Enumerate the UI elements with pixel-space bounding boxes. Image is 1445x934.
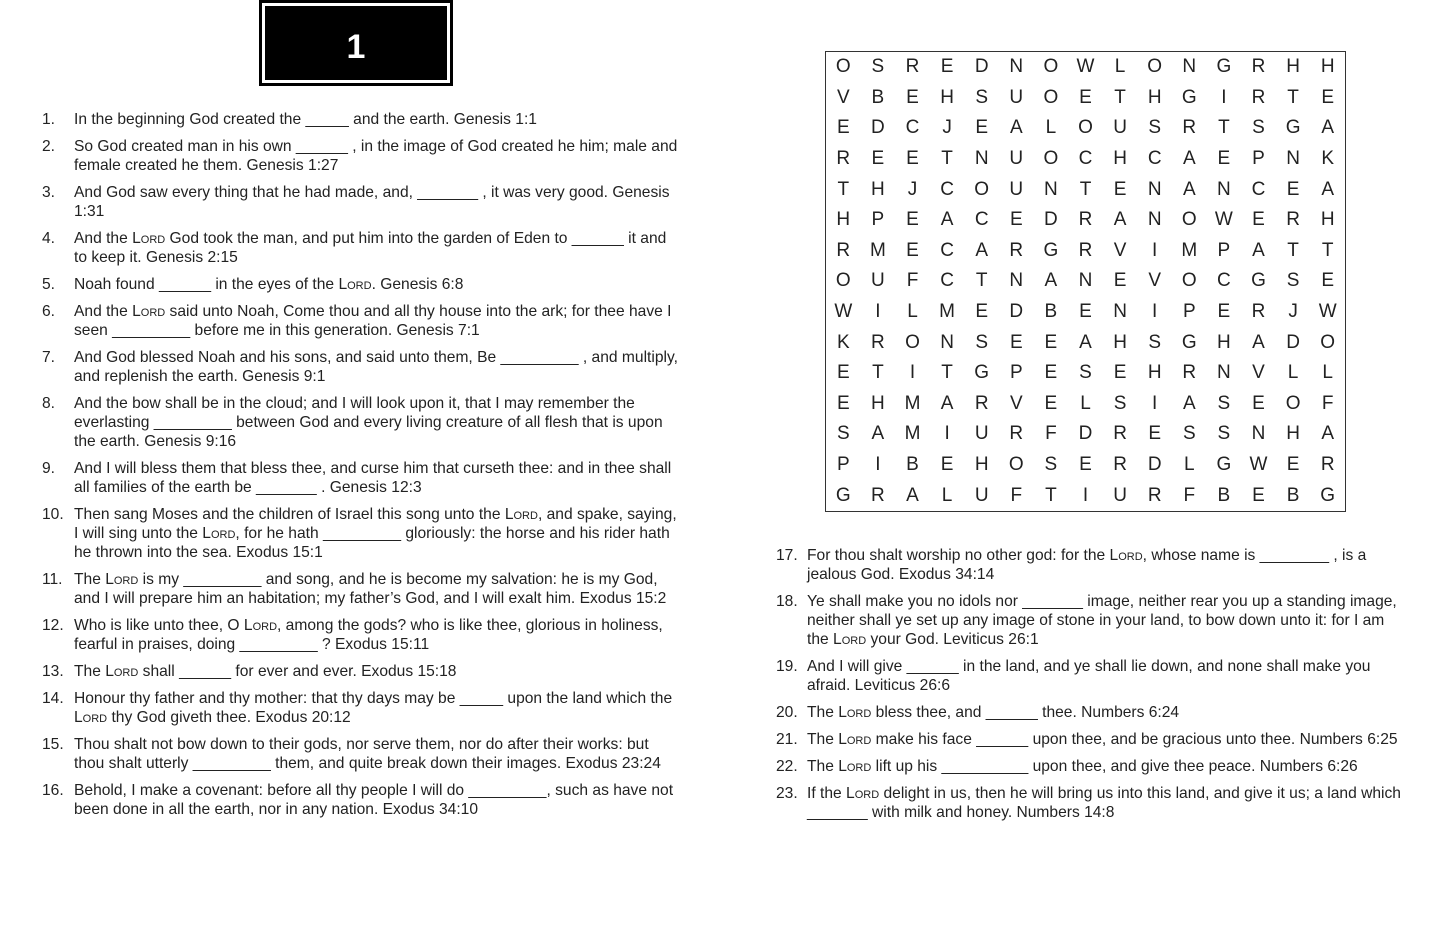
clue-item (42, 183, 682, 221)
grid-letter: R (1009, 239, 1024, 261)
grid-letter: S (1148, 331, 1162, 353)
grid-letter: R (871, 484, 885, 506)
grid-letter: L (1184, 454, 1195, 476)
grid-letter: S (1148, 117, 1162, 139)
grid-letter: T (1287, 239, 1299, 261)
clue-number: 14. (42, 690, 64, 707)
grid-letter: O (835, 270, 851, 292)
grid-letter: D (1044, 209, 1058, 231)
grid-letter: G (1216, 454, 1232, 476)
grid-letter: I (1082, 484, 1089, 506)
grid-letter: S (1217, 392, 1231, 414)
grid-letter: E (836, 362, 850, 384)
grid-letter: P (1217, 239, 1231, 261)
grid-letter: O (1147, 56, 1163, 78)
grid-letter: I (1221, 86, 1227, 108)
grid-letter: S (1182, 423, 1196, 445)
clue-item (42, 137, 682, 175)
grid-letter: H (871, 392, 885, 414)
clue-text: Behold, I make a covenant: before all thy people I will do _________, such as have not been done in all the earth, nor in any nation. Exodus 34:10 (74, 782, 674, 818)
grid-letter: B (1044, 301, 1058, 323)
grid-letter: T (1114, 86, 1126, 108)
grid-letter: V (1148, 270, 1162, 292)
grid-letter: G (1181, 331, 1197, 353)
grid-letter: R (1251, 56, 1266, 78)
grid-letter: N (1113, 301, 1127, 323)
clue-text: The Lord shall ______ for ever and ever. Exodus 15:18 (74, 663, 457, 680)
grid-letter: N (1217, 178, 1231, 200)
grid-letter: J (942, 117, 952, 139)
grid-letter: A (1009, 117, 1023, 139)
grid-letter: D (1286, 331, 1300, 353)
grid-letter: T (975, 270, 988, 292)
clue-item (42, 735, 682, 773)
grid-letter: G (1181, 86, 1197, 108)
grid-letter: B (906, 454, 919, 476)
grid-letter: E (975, 301, 989, 323)
grid-letter: I (944, 423, 950, 445)
grid-letter: E (906, 148, 919, 170)
grid-letter: R (1113, 454, 1127, 476)
grid-letter: R (1078, 209, 1093, 231)
grid-letter: N (1009, 56, 1024, 78)
grid-letter: B (871, 86, 885, 108)
grid-letter: C (1217, 270, 1231, 292)
grid-letter: U (1009, 148, 1024, 170)
clue-number: 2. (42, 138, 56, 155)
grid-letter: O (1043, 148, 1059, 170)
grid-letter: E (1321, 270, 1335, 292)
clue-item (776, 784, 1402, 822)
clue-item (42, 570, 682, 608)
grid-letter: W (1214, 209, 1233, 231)
grid-letter: E (1079, 454, 1092, 476)
grid-letter: P (871, 209, 885, 231)
grid-letter: R (1113, 423, 1127, 445)
grid-letter: E (1079, 301, 1092, 323)
grid-letter: E (1113, 270, 1127, 292)
clue-list-left (42, 110, 682, 827)
grid-letter: A (1113, 209, 1127, 231)
grid-letter: N (1251, 423, 1266, 445)
grid-letter: O (1043, 86, 1059, 108)
grid-letter: I (875, 454, 881, 476)
clue-text: For thou shalt worship no other god: for the Lord, whose name is ________ , is a jealous God. Exodus 34:14 (807, 547, 1367, 583)
clue-number: 15. (42, 736, 64, 753)
clue-number: 10. (42, 506, 64, 523)
grid-letter: A (1252, 239, 1265, 261)
grid-letter: A (1182, 392, 1196, 414)
grid-letter: S (975, 86, 989, 108)
grid-letter: R (836, 148, 851, 170)
clue-number: 3. (42, 184, 56, 201)
grid-letter: E (1321, 86, 1335, 108)
grid-letter: E (1286, 454, 1300, 476)
grid-letter: H (1217, 331, 1231, 353)
clue-text: And the bow shall be in the cloud; and I will look upon it, that I may remember the everlasting _________ between God and every living creature of all flesh that is upon the earth. Genesis 9:16 (74, 395, 663, 450)
grid-letter: P (1182, 301, 1196, 323)
grid-letter: E (1217, 301, 1231, 323)
grid-letter: M (904, 423, 921, 445)
grid-letter: O (1181, 209, 1197, 231)
grid-letter: V (1113, 239, 1127, 261)
grid-letter: S (1044, 454, 1058, 476)
grid-letter: H (1320, 209, 1335, 231)
grid-letter: L (1045, 117, 1057, 139)
grid-letter: S (1217, 423, 1231, 445)
grid-letter: W (834, 301, 853, 323)
clue-text: If the Lord delight in us, then he will bring us into this land, and give it us; a land which _______ with milk and honey. Numbers 14:8 (807, 785, 1401, 821)
grid-letter: A (906, 484, 919, 506)
grid-letter: K (1321, 148, 1335, 170)
grid-letter: S (1079, 362, 1092, 384)
grid-letter: V (836, 86, 850, 108)
grid-letter: U (871, 270, 885, 292)
grid-letter: H (1113, 148, 1127, 170)
grid-letter: F (906, 270, 919, 292)
clue-text: And God saw every thing that he had made, and, _______ , it was very good. Genesis 1:31 (74, 184, 670, 220)
clue-item (42, 689, 682, 727)
grid-letter: B (1286, 484, 1300, 506)
clue-item (42, 505, 682, 562)
grid-letter: J (907, 178, 918, 200)
grid-letter: E (1113, 178, 1127, 200)
grid-letter: A (871, 423, 885, 445)
clue-text: Honour thy father and thy mother: that thy days may be _____ upon the land which the Lord thy God giveth thee. Exodus 20:12 (74, 690, 673, 726)
clue-item (776, 757, 1402, 776)
grid-letter: O (1008, 454, 1024, 476)
grid-letter: H (1286, 56, 1300, 78)
grid-letter: E (1009, 331, 1023, 353)
grid-letter: L (1080, 392, 1091, 414)
grid-letter: N (1286, 148, 1300, 170)
grid-letter: O (1043, 56, 1059, 78)
grid-letter: U (1113, 484, 1127, 506)
grid-letter: N (1044, 178, 1058, 200)
grid-letter: E (1217, 148, 1231, 170)
clue-item (42, 348, 682, 386)
grid-letter: R (974, 392, 989, 414)
grid-letter: W (1249, 454, 1268, 476)
grid-letter: N (940, 331, 954, 353)
grid-letter: C (940, 270, 954, 292)
grid-letter: E (1044, 331, 1058, 353)
grid-letter: G (1216, 56, 1232, 78)
grid-letter: R (1078, 239, 1093, 261)
grid-letter: A (975, 239, 989, 261)
grid-letter: O (974, 178, 990, 200)
grid-letter: N (1078, 270, 1093, 292)
grid-letter: U (974, 484, 989, 506)
grid-letter: A (1321, 117, 1335, 139)
grid-letter: N (974, 148, 989, 170)
grid-letter: E (1252, 392, 1265, 414)
puzzle-number: 1 (265, 6, 447, 80)
clue-item (42, 394, 682, 451)
clue-number: 17. (776, 547, 798, 564)
grid-letter: C (940, 178, 954, 200)
grid-letter: A (940, 209, 954, 231)
grid-letter: H (836, 209, 851, 231)
clue-text: And I will bless them that bless thee, and curse him that curseth thee: and in thee shall all families of the earth be _______ . Genesis 12:3 (74, 460, 672, 496)
grid-letter: R (1251, 301, 1266, 323)
grid-letter: E (906, 209, 919, 231)
grid-letter: S (1252, 117, 1265, 139)
grid-letter: A (940, 392, 954, 414)
clue-text: Ye shall make you no idols nor _______ image, neither rear you up a standing image, neither shall ye set up any image of stone in your land, to bow down unto it: for I am the Lord your God. Leviticus 26:1 (807, 593, 1397, 648)
grid-letter: G (1285, 117, 1301, 139)
grid-letter: T (941, 362, 953, 384)
clue-number: 11. (42, 571, 63, 588)
grid-letter: T (837, 178, 850, 200)
grid-letter: M (904, 392, 921, 414)
clue-item (42, 616, 682, 654)
clue-text: Noah found ______ in the eyes of the Lord. Genesis 6:8 (74, 276, 464, 293)
grid-letter: P (1252, 148, 1265, 170)
grid-letter: N (1182, 56, 1197, 78)
clue-item (776, 657, 1402, 695)
grid-letter: C (940, 239, 954, 261)
grid-letter: H (1286, 423, 1300, 445)
grid-letter: O (1181, 270, 1197, 292)
grid-letter: A (1079, 331, 1092, 353)
grid-letter: I (909, 362, 916, 384)
grid-letter: R (1182, 117, 1197, 139)
grid-letter: B (1217, 484, 1231, 506)
clue-text: The Lord make his face ______ upon thee, and be gracious unto thee. Numbers 6:25 (807, 731, 1398, 748)
grid-letter: E (1044, 362, 1058, 384)
grid-letter: L (1114, 56, 1126, 78)
grid-letter: A (1182, 178, 1196, 200)
grid-letter: U (1009, 178, 1024, 200)
clue-number: 6. (42, 303, 56, 320)
grid-letter: C (905, 117, 920, 139)
grid-letter: E (1252, 484, 1265, 506)
grid-letter: A (1044, 270, 1058, 292)
grid-letter: J (1288, 301, 1298, 323)
grid-letter: R (1251, 86, 1266, 108)
grid-letter: D (871, 117, 885, 139)
clue-item (42, 110, 682, 129)
clue-text: In the beginning God created the _____ and the earth. Genesis 1:1 (74, 111, 537, 128)
clue-number: 18. (776, 593, 798, 610)
clue-text: The Lord lift up his __________ upon thee, and give thee peace. Numbers 6:26 (807, 758, 1358, 775)
grid-letter: D (1078, 423, 1093, 445)
grid-letter: E (906, 239, 919, 261)
grid-letter: I (1152, 392, 1158, 414)
grid-letter: E (940, 56, 954, 78)
grid-letter: T (1218, 117, 1230, 139)
grid-letter: A (1321, 423, 1335, 445)
grid-letter: M (1181, 239, 1198, 261)
clue-number: 7. (42, 349, 56, 366)
clue-item (42, 275, 682, 294)
grid-letter: O (1320, 331, 1336, 353)
grid-letter: S (836, 423, 850, 445)
grid-letter: N (1217, 362, 1231, 384)
clue-item (776, 703, 1402, 722)
grid-letter: T (1287, 86, 1299, 108)
grid-letter: U (1113, 117, 1127, 139)
clue-number: 12. (42, 617, 64, 634)
clue-number: 8. (42, 395, 56, 412)
grid-letter: W (1318, 301, 1337, 323)
grid-letter: T (941, 148, 953, 170)
clue-list-right (776, 546, 1402, 830)
grid-letter: E (1009, 209, 1023, 231)
clue-text: The Lord is my _________ and song, and he is become my salvation: he is my God, and I will prepare him an habitation; my father’s God, and I will exalt him. Exodus 15:2 (74, 571, 667, 607)
clue-item (42, 459, 682, 497)
word-search-grid (825, 51, 1346, 512)
grid-letter: C (1078, 148, 1093, 170)
clue-text: The Lord bless thee, and ______ thee. Numbers 6:24 (807, 704, 1180, 721)
grid-letter: C (1251, 178, 1266, 200)
grid-letter: O (905, 331, 920, 353)
clue-text: And the Lord said unto Noah, Come thou and all thy house into the ark; for thee have I seen _________ before me in this generation. Genesis 7:1 (74, 303, 672, 339)
grid-letter: P (1009, 362, 1023, 384)
grid-letter: R (1009, 423, 1024, 445)
clue-text: And the Lord God took the man, and put him into the garden of Eden to ______ it and to keep it. Genesis 2:15 (74, 230, 667, 266)
grid-letter: R (871, 331, 885, 353)
grid-letter: E (1252, 209, 1265, 231)
grid-letter: H (1320, 56, 1335, 78)
grid-letter: U (1009, 86, 1024, 108)
grid-letter: O (835, 56, 851, 78)
grid-letter: I (875, 301, 881, 323)
grid-letter: H (1147, 86, 1162, 108)
grid-letter: G (974, 362, 990, 384)
clue-number: 22. (776, 758, 798, 775)
clue-text: Who is like unto thee, O Lord, among the gods? who is like thee, glorious in holiness, fearful in praises, doing _________ ? Exodus 15:11 (74, 617, 663, 653)
grid-letter: L (1322, 362, 1333, 384)
clue-number: 21. (776, 731, 798, 748)
clue-item (776, 546, 1402, 584)
clue-item (776, 592, 1402, 649)
grid-letter: A (1321, 178, 1335, 200)
grid-letter: G (835, 484, 851, 506)
clue-number: 9. (42, 460, 56, 477)
grid-letter: C (1147, 148, 1162, 170)
clue-text: And I will give ______ in the land, and ye shall lie down, and none shall make you afraid. Leviticus 26:6 (807, 658, 1371, 694)
grid-letter: S (1286, 270, 1300, 292)
grid-letter: V (1009, 392, 1023, 414)
grid-letter: N (1009, 270, 1024, 292)
clue-text: And God blessed Noah and his sons, and said unto them, Be _________ , and multiply, and replenish the earth. Genesis 9:1 (74, 349, 678, 385)
grid-letter: E (975, 117, 989, 139)
grid-letter: D (1147, 454, 1162, 476)
clue-item (42, 781, 682, 819)
grid-letter: E (836, 392, 850, 414)
clue-item (42, 302, 682, 340)
grid-letter: H (940, 86, 954, 108)
grid-letter: R (836, 239, 851, 261)
clue-number: 23. (776, 785, 798, 802)
grid-letter: C (974, 209, 989, 231)
grid-letter: T (1321, 239, 1334, 261)
grid-letter: L (941, 484, 953, 506)
grid-letter: S (975, 331, 989, 353)
grid-letter: E (1148, 423, 1162, 445)
grid-letter: L (1287, 362, 1299, 384)
grid-letter: I (1152, 239, 1158, 261)
grid-letter: N (1147, 209, 1162, 231)
grid-letter: G (1043, 239, 1059, 261)
clue-number: 16. (42, 782, 64, 799)
grid-letter: E (1286, 178, 1300, 200)
grid-letter: L (907, 301, 918, 323)
grid-letter: W (1076, 56, 1095, 78)
clue-number: 1. (42, 111, 56, 128)
grid-letter: U (974, 423, 989, 445)
clue-number: 13. (42, 663, 64, 680)
clue-text: So God created man in his own ______ , in the image of God created he him; male and female created he them. Genesis 1:27 (74, 138, 678, 174)
grid-letter: F (1010, 484, 1023, 506)
grid-letter: P (836, 454, 850, 476)
grid-letter: E (906, 86, 919, 108)
grid-letter: A (1252, 331, 1265, 353)
clue-number: 4. (42, 230, 56, 247)
grid-letter: N (1147, 178, 1162, 200)
grid-letter: G (1320, 484, 1336, 506)
grid-letter: K (836, 331, 850, 353)
grid-letter: R (1286, 209, 1300, 231)
grid-letter: R (1320, 454, 1335, 476)
clue-number: 5. (42, 276, 56, 293)
grid-letter: S (871, 56, 885, 78)
grid-letter: O (1285, 392, 1301, 414)
grid-letter: I (1152, 301, 1158, 323)
clue-item (42, 662, 682, 681)
grid-letter: S (1113, 392, 1127, 414)
grid-letter: M (869, 239, 886, 261)
grid-letter: O (1078, 117, 1093, 139)
clue-text: Then sang Moses and the children of Israel this song unto the Lord, and spake, saying, I will sing unto the Lord, for he hath _________ gloriously: the horse and his rider hath he thrown into the sea. Exodus 15:1 (74, 506, 677, 561)
clue-number: 20. (776, 704, 798, 721)
clue-text: Thou shalt not bow down to their gods, nor serve them, nor do after their works: but thou shalt utterly _________ them, and quite break down their images. Exodus 23:24 (74, 736, 661, 772)
grid-letter: R (1182, 362, 1197, 384)
grid-letter: H (1113, 331, 1127, 353)
grid-letter: F (1321, 392, 1334, 414)
grid-letter: V (1252, 362, 1265, 384)
clue-item (776, 730, 1402, 749)
grid-letter: R (1147, 484, 1162, 506)
grid-letter: E (1044, 392, 1058, 414)
grid-letter: R (905, 56, 920, 78)
grid-letter: H (974, 454, 989, 476)
grid-letter: A (1182, 148, 1196, 170)
grid-letter: T (872, 362, 884, 384)
clue-item (42, 229, 682, 267)
grid-letter: T (1079, 178, 1092, 200)
grid-letter: H (1147, 362, 1162, 384)
grid-letter: F (1045, 423, 1057, 445)
grid-letter: E (940, 454, 954, 476)
grid-letter: D (1009, 301, 1024, 323)
grid-letter: E (871, 148, 885, 170)
grid-letter: E (1113, 362, 1127, 384)
grid-letter: M (939, 301, 955, 323)
grid-letter: H (871, 178, 885, 200)
grid-letter: E (836, 117, 850, 139)
grid-letter: E (1079, 86, 1092, 108)
grid-letter: D (974, 56, 989, 78)
puzzle-number-badge (259, 0, 453, 86)
grid-letter: G (1251, 270, 1266, 292)
grid-letter: T (1045, 484, 1057, 506)
clue-number: 19. (776, 658, 798, 675)
grid-letter: F (1183, 484, 1196, 506)
